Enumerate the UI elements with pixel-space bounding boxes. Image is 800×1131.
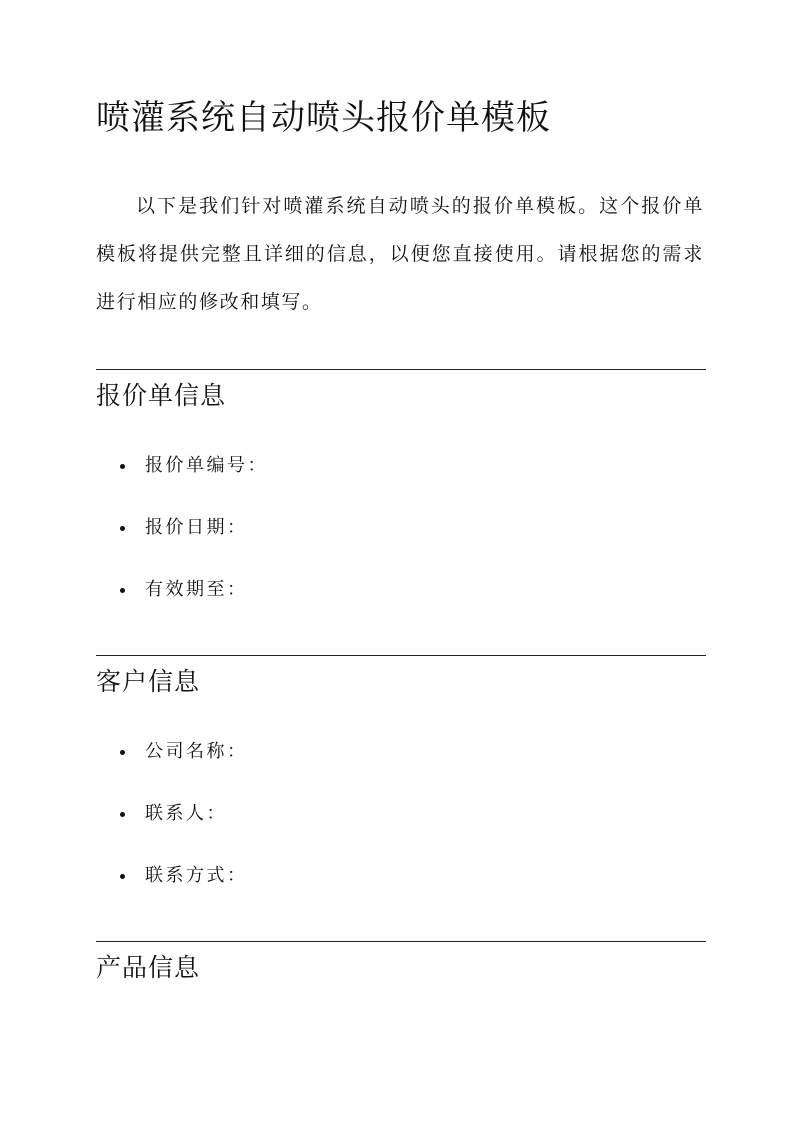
bullet-icon — [120, 526, 125, 531]
section-title: 客户信息 — [96, 667, 201, 696]
section-title: 报价单信息 — [96, 381, 227, 410]
field-list — [96, 453, 706, 639]
bullet-icon — [120, 464, 125, 469]
list-item — [96, 739, 706, 801]
list-item — [96, 801, 706, 863]
field-label-valid-until: 有效期至： — [145, 579, 248, 600]
field-label-quote-date: 报价日期： — [145, 517, 248, 538]
section-client-info — [96, 655, 706, 925]
field-label-company-name: 公司名称： — [145, 741, 248, 762]
section-title: 产品信息 — [96, 953, 201, 982]
section-divider — [96, 655, 706, 656]
list-item — [96, 863, 706, 925]
bullet-icon — [120, 588, 125, 593]
list-item — [96, 453, 706, 515]
intro-paragraph: 以下是我们针对喷灌系统自动喷头的报价单模板。这个报价单模板将提供完整且详细的信息，以便您直接使用。请根据您的需求进行相应的修改和填写。 — [96, 195, 704, 313]
list-item — [96, 577, 706, 639]
bullet-icon — [120, 812, 125, 817]
section-divider — [96, 941, 706, 942]
bullet-icon — [120, 750, 125, 755]
document-title: 喷灌系统自动喷头报价单模板 — [96, 98, 551, 138]
section-product-info — [96, 941, 706, 986]
field-list — [96, 739, 706, 925]
field-label-contact-method: 联系方式： — [145, 865, 248, 886]
field-label-contact-person: 联系人： — [145, 803, 227, 824]
field-label-quote-number: 报价单编号： — [145, 455, 268, 476]
bullet-icon — [120, 874, 125, 879]
section-quote-info — [96, 369, 706, 639]
section-divider — [96, 369, 706, 370]
list-item — [96, 515, 706, 577]
